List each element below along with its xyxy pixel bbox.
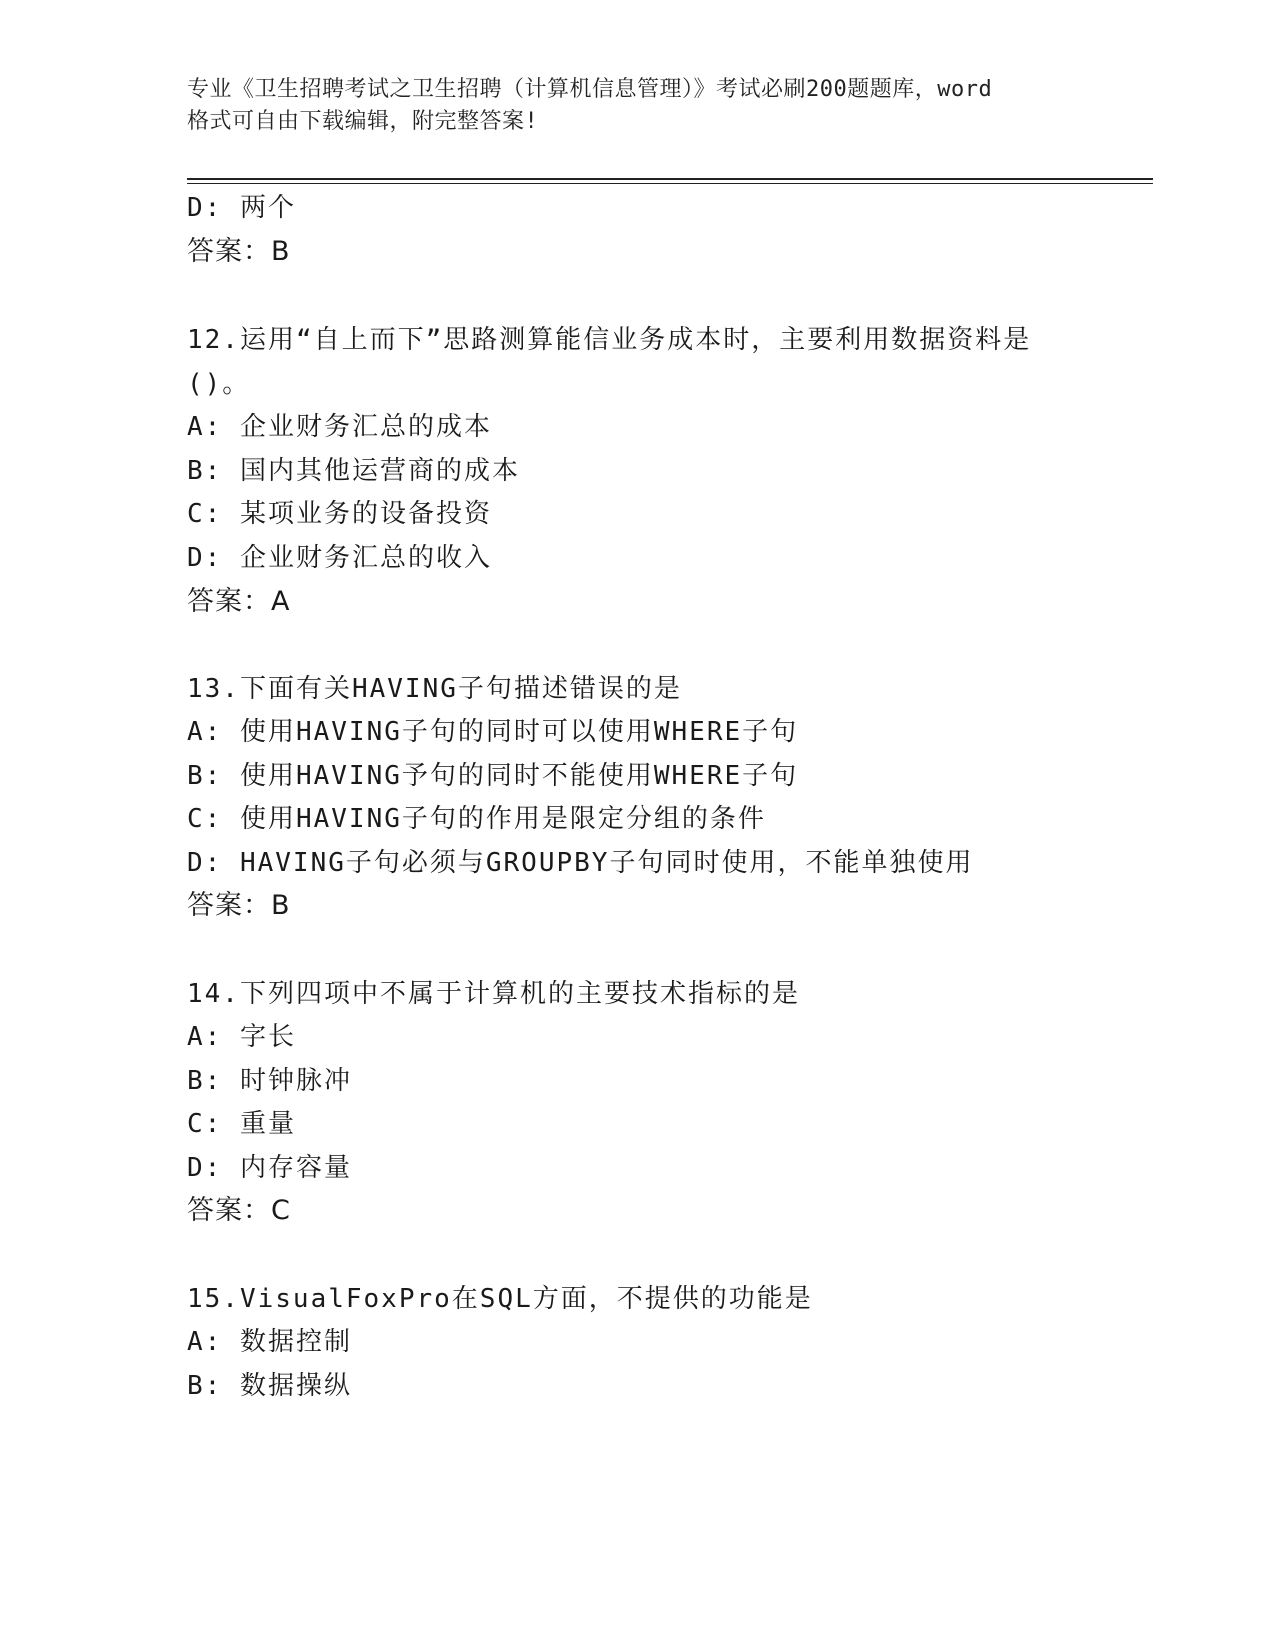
q13-option-c: C: 使用HAVING子句的作用是限定分组的条件 — [187, 804, 766, 834]
q12-option-c: C: 某项业务的设备投资 — [187, 499, 492, 529]
header-title-line-2: 格式可自由下载编辑，附完整答案! — [187, 109, 539, 134]
q13-stem: 13.下面有关HAVING子句描述错误的是 — [187, 674, 682, 704]
q14-option-a: A: 字长 — [187, 1022, 296, 1052]
q11-answer: 答案：B — [187, 236, 291, 267]
q13-option-d: D: HAVING子句必须与GROUPBY子句同时使用，不能单独使用 — [187, 848, 974, 878]
q15-option-a: A: 数据控制 — [187, 1327, 352, 1357]
q12-stem-line-1: 12.运用“自上而下”思路测算能信业务成本时，主要利用数据资料是 — [187, 325, 1032, 355]
q14-stem: 14.下列四项中不属于计算机的主要技术指标的是 — [187, 979, 800, 1009]
q12-answer: 答案：A — [187, 586, 291, 617]
document-header — [187, 74, 1087, 138]
q12-option-a: A: 企业财务汇总的成本 — [187, 412, 492, 442]
q13-option-b: B: 使用HAVING予句的同时不能使用WHERE子句 — [187, 761, 799, 791]
q14-answer: 答案：C — [187, 1195, 291, 1226]
header-divider-thin — [187, 183, 1153, 184]
q14-option-d: D: 内存容量 — [187, 1153, 352, 1183]
q14-option-b: B: 时钟脉冲 — [187, 1066, 352, 1096]
q12-stem-line-2: ()。 — [187, 369, 251, 399]
q13-option-a: A: 使用HAVING子句的同时可以使用WHERE子句 — [187, 717, 799, 747]
q14-option-c: C: 重量 — [187, 1109, 296, 1139]
q15-option-b: B: 数据操纵 — [187, 1371, 352, 1401]
q11-option-d: D: 两个 — [187, 193, 296, 223]
header-title-line-1: 专业《卫生招聘考试之卫生招聘（计算机信息管理）》考试必刷200题题库，word — [187, 77, 993, 102]
q13-answer: 答案：B — [187, 890, 291, 921]
q12-option-b: B: 国内其他运营商的成本 — [187, 456, 520, 486]
q15-stem: 15.VisualFoxPro在SQL方面，不提供的功能是 — [187, 1284, 813, 1314]
q12-option-d: D: 企业财务汇总的收入 — [187, 543, 492, 573]
header-divider-thick — [187, 178, 1153, 180]
